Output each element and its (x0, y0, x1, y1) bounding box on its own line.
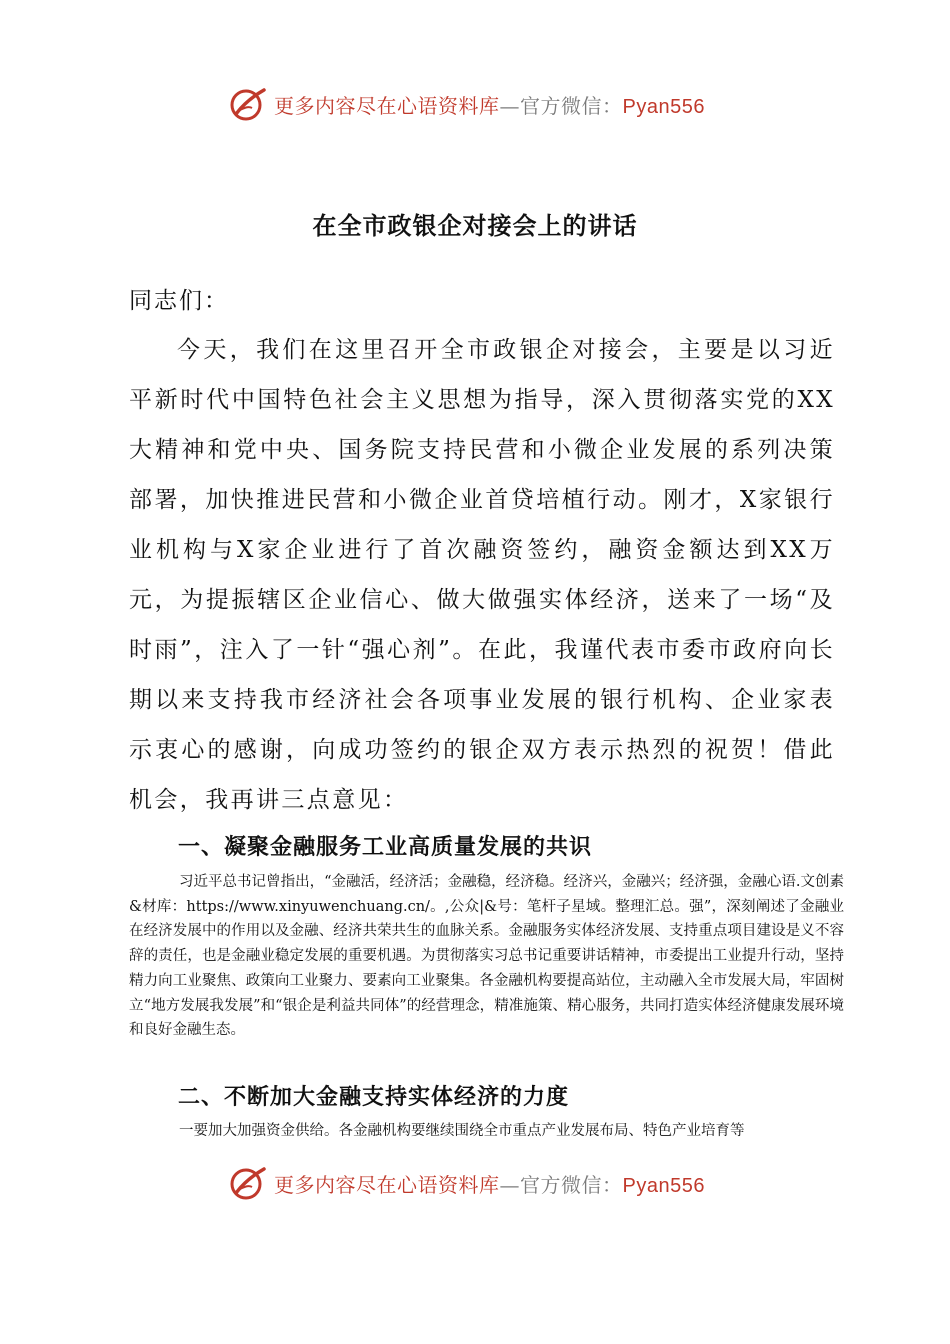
intro-paragraph: 今天，我们在这里召开全市政银企对接会，主要是以习近平新时代中国特色社会主义思想为指导，深入贯彻落实党的XX大精神和党中央、国务院支持民营和小微企业发展的系列决策部署，加快推进民营和小微企业首贷培植行动。刚才，X家银行业机构与X家企业进行了首次融资签约，融资金额达到XX万元，为提振辖区企业信心、做大做强实体经济，送来了一场“及时雨”，注入了一针“强心剂”。在此，我谨代表市委市政府向长期以来支持我市经济社会各项事业发展的银行机构、企业家表示衷心的感谢，向成功签约的银企双方表示热烈的祝贺！借此机会，我再讲三点意见： (129, 337, 835, 813)
watermark-footer (228, 1161, 705, 1205)
document-title: 在全市政银企对接会上的讲话 (312, 212, 638, 240)
watermark-header (228, 82, 705, 126)
watermark-wechat-label: 官方微信： (520, 93, 623, 118)
section2-paragraph: 一要加大加强资金供给。各金融机构要继续围绕全市重点产业发展布局、特色产业培育等 (179, 1123, 745, 1139)
watermark-library-text: 更多内容尽在心语资料库 (274, 93, 500, 118)
watermark-dash: — (499, 1172, 520, 1197)
section1-heading: 一、凝聚金融服务工业高质量发展的共识 (178, 835, 593, 860)
watermark-dash: — (499, 93, 520, 118)
section2-heading: 二、不断加大金融支持实体经济的力度 (178, 1085, 570, 1110)
greeting: 同志们： (129, 288, 229, 314)
brush-logo-icon (228, 1163, 268, 1203)
section1-paragraph: 习近平总书记曾指出，“金融活，经济活；金融稳，经济稳。经济兴，金融兴；经济强，金融心语.文创素&材库：https://www.xinyuwenchuang.cn/。,公众|&号：笔杆子星域。整理汇总。强”，深刻阐述了金融业在经济发展中的作用以及金融、经济共荣共生的血脉关系。金融服务实体经济发展、支持重点项目建设是义不容辞的责任，也是金融业稳定发展的重要机遇。为贯彻落实习总书记重要讲话精神，市委提出工业提升行动，坚持精力向工业聚焦、政策向工业聚力、要素向工业聚集。各金融机构要提高站位，主动融入全市发展大局，牢固树立“地方发展我发展”和“银企是利益共同体”的经营理念，精准施策、精心服务，共同打造实体经济健康发展环境和良好金融生态。 (129, 874, 844, 1039)
watermark-wechat-id: Pyan556 (622, 1174, 705, 1197)
watermark-wechat-label: 官方微信： (520, 1172, 623, 1197)
watermark-wechat-id: Pyan556 (622, 95, 705, 118)
brush-logo-icon (228, 84, 268, 124)
watermark-library-text: 更多内容尽在心语资料库 (274, 1172, 500, 1197)
